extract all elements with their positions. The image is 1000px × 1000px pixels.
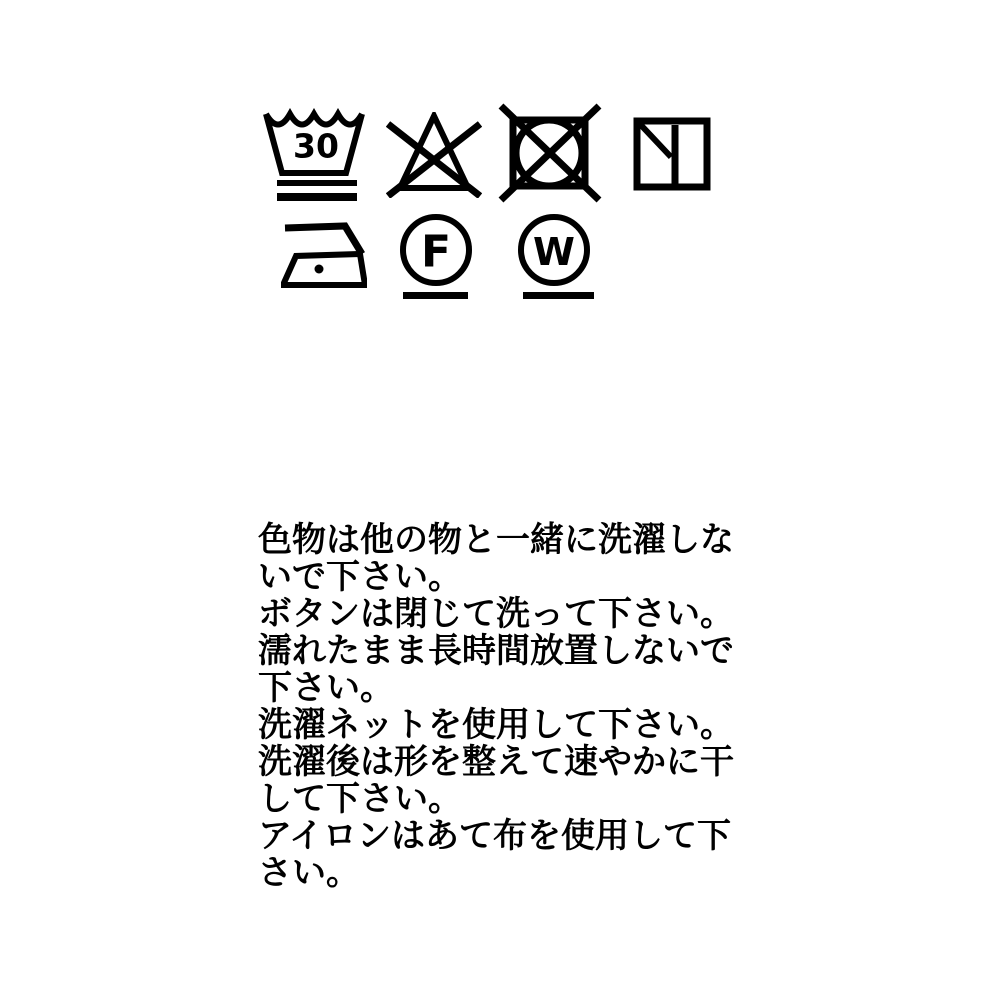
dry-clean-letter: F xyxy=(420,226,452,278)
instruction-sentence: 色物は他の物と一緒に洗濯しないで下さい。 xyxy=(258,520,734,597)
instruction-sentence: 洗濯後は形を整えて速やかに干して下さい。 xyxy=(258,742,734,819)
wet-clean-gentle-icon xyxy=(518,212,596,300)
do-not-bleach-icon xyxy=(386,112,482,198)
wash-30-very-gentle-icon xyxy=(262,108,366,202)
instruction-sentence: 濡れたまま長時間放置しないで下さい。 xyxy=(258,631,734,708)
instruction-sentence: アイロンはあて布を使用して下さい。 xyxy=(258,816,731,893)
dry-clean-petroleum-gentle-icon xyxy=(399,212,473,300)
iron-low-one-dot-icon xyxy=(281,221,367,289)
instruction-sentence: 洗濯ネットを使用して下さい。 xyxy=(258,705,734,745)
instruction-sentence: ボタンは閉じて洗って下さい。 xyxy=(258,594,734,634)
wash-temperature-label: 30 xyxy=(293,126,339,166)
wet-clean-letter: W xyxy=(533,230,575,274)
do-not-tumble-dry-icon xyxy=(498,103,602,203)
care-instructions xyxy=(258,522,740,892)
line-dry-in-shade-icon xyxy=(633,117,711,191)
